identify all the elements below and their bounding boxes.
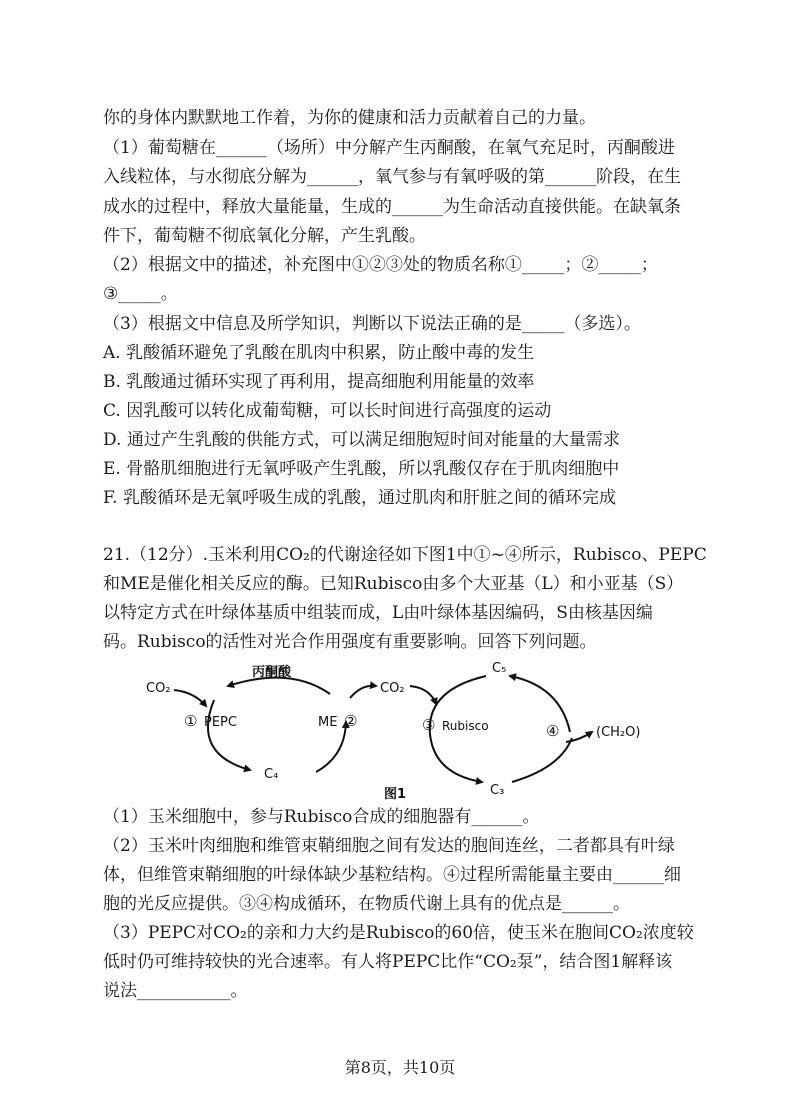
intro-line: 你的身体内默默地工作着，为你的健康和活力贡献着自己的力量。 — [103, 108, 596, 128]
option-d: D. 通过产生乳酸的供能方式，可以满足细胞短时间对能量的大量需求 — [103, 430, 620, 450]
q21-stem-line2: 和ME是催化相关反应的酶。已知Rubisco由多个大亚基（L）和小亚基（S） — [103, 574, 684, 594]
q21-stem-line3: 以特定方式在叶绿体基质中组装而成，L由叶绿体基因编码，S由核基因编 — [103, 603, 653, 623]
figure-caption: 图1 — [384, 787, 407, 800]
q21-stem-line1: 21.（12分）.玉米利用CO₂的代谢途径如下图1中①~④所示，Rubisco、PEPC — [103, 545, 707, 565]
label-co2-left: CO₂ — [146, 681, 171, 696]
option-e: E. 骨骼肌细胞进行无氧呼吸产生乳酸，所以乳酸仅存在于肌肉细胞中 — [103, 459, 620, 479]
q20-p2-line2: ③_____。 — [103, 284, 178, 304]
q21-sub3-line1: （3）PEPC对CO₂的亲和力大约是Rubisco的60倍，使玉米在胞间CO₂浓度较 — [103, 923, 694, 943]
q20-p1-line1: （1）葡萄糖在______（场所）中分解产生丙酮酸，在氧气充足时，丙酮酸进 — [103, 138, 675, 158]
label-pepc: PEPC — [204, 715, 237, 730]
cycle-arc-top — [228, 678, 330, 694]
label-ch2o: (CH₂O) — [596, 725, 641, 740]
option-c: C. 因乳酸可以转化成葡萄糖，可以长时间进行高强度的运动 — [103, 401, 552, 421]
co2-in-arrow — [174, 690, 206, 706]
q20-p1-line4: 件下，葡萄糖不彻底氧化分解，产生乳酸。 — [103, 226, 426, 246]
q20-p3: （3）根据文中信息及所学知识，判断以下说法正确的是_____（多选）。 — [103, 314, 641, 334]
q21-sub3-line2: 低时仍可维持较快的光合速率。有人将PEPC比作“CO₂泵”，结合图1解释该 — [103, 952, 673, 972]
option-f: F. 乳酸循环是无氧呼吸生成的乳酸，通过肌肉和肝脏之间的循环完成 — [103, 488, 616, 508]
q20-p1-line2: 入线粒体，与水彻底分解为______，氧气参与有氧呼吸的第______阶段，在生 — [103, 167, 681, 187]
label-c3: C₃ — [490, 783, 505, 798]
calvin-cycle — [410, 676, 592, 782]
option-b: B. 乳酸通过循环实现了再利用，提高细胞利用能量的效率 — [103, 372, 535, 392]
q21-sub2-line2: 体，但维管束鞘细胞的叶绿体缺少基粒结构。④过程所需能量主要由______细 — [103, 865, 681, 885]
calvin-arc-top — [510, 676, 570, 732]
q21-sub2-line1: （2）玉米叶肉细胞和维管束鞘细胞之间有发达的胞间连丝，二者都具有叶绿 — [103, 836, 675, 856]
calvin-arc-bottom — [512, 738, 572, 782]
co2-to-calvin-arrow — [410, 686, 436, 704]
label-co2-right: CO₂ — [380, 681, 405, 696]
cycle-arc-left — [208, 700, 250, 770]
q21-sub3-line3: 说法___________。 — [103, 981, 248, 1001]
label-n1: ① — [184, 712, 198, 730]
q21-sub1: （1）玉米细胞中，参与Rubisco合成的细胞器有______。 — [103, 807, 540, 827]
q21-sub2-line3: 胞的光反应提供。③④构成循环，在物质代谢上具有的优点是______。 — [103, 894, 630, 914]
label-c5: C₅ — [492, 661, 507, 676]
q20-p1-line3: 成水的过程中，释放大量能量，生成的______为生命活动直接供能。在缺氧条 — [103, 197, 681, 217]
label-pyruvate: 丙酮酸 — [252, 665, 292, 680]
label-me: ME — [318, 715, 338, 730]
label-n2: ② — [344, 712, 358, 730]
q21-stem-line4: 码。Rubisco的活性对光合作用强度有重要影响。回答下列问题。 — [103, 632, 597, 652]
label-rubisco: Rubisco — [442, 719, 489, 733]
label-n3: ③ — [422, 716, 436, 734]
figure-1 — [140, 658, 660, 800]
q20-p2-line1: （2）根据文中的描述，补充图中①②③处的物质名称①_____；②_____； — [103, 255, 658, 275]
co2-out-arrow — [350, 686, 376, 698]
ch2o-arrow — [566, 732, 592, 742]
page-footer: 第8页，共10页 — [344, 1058, 456, 1077]
option-a: A. 乳酸循环避免了乳酸在肌肉中积累，防止酸中毒的发生 — [103, 343, 535, 363]
label-c4: C₄ — [264, 767, 279, 782]
label-n4: ④ — [546, 722, 560, 740]
